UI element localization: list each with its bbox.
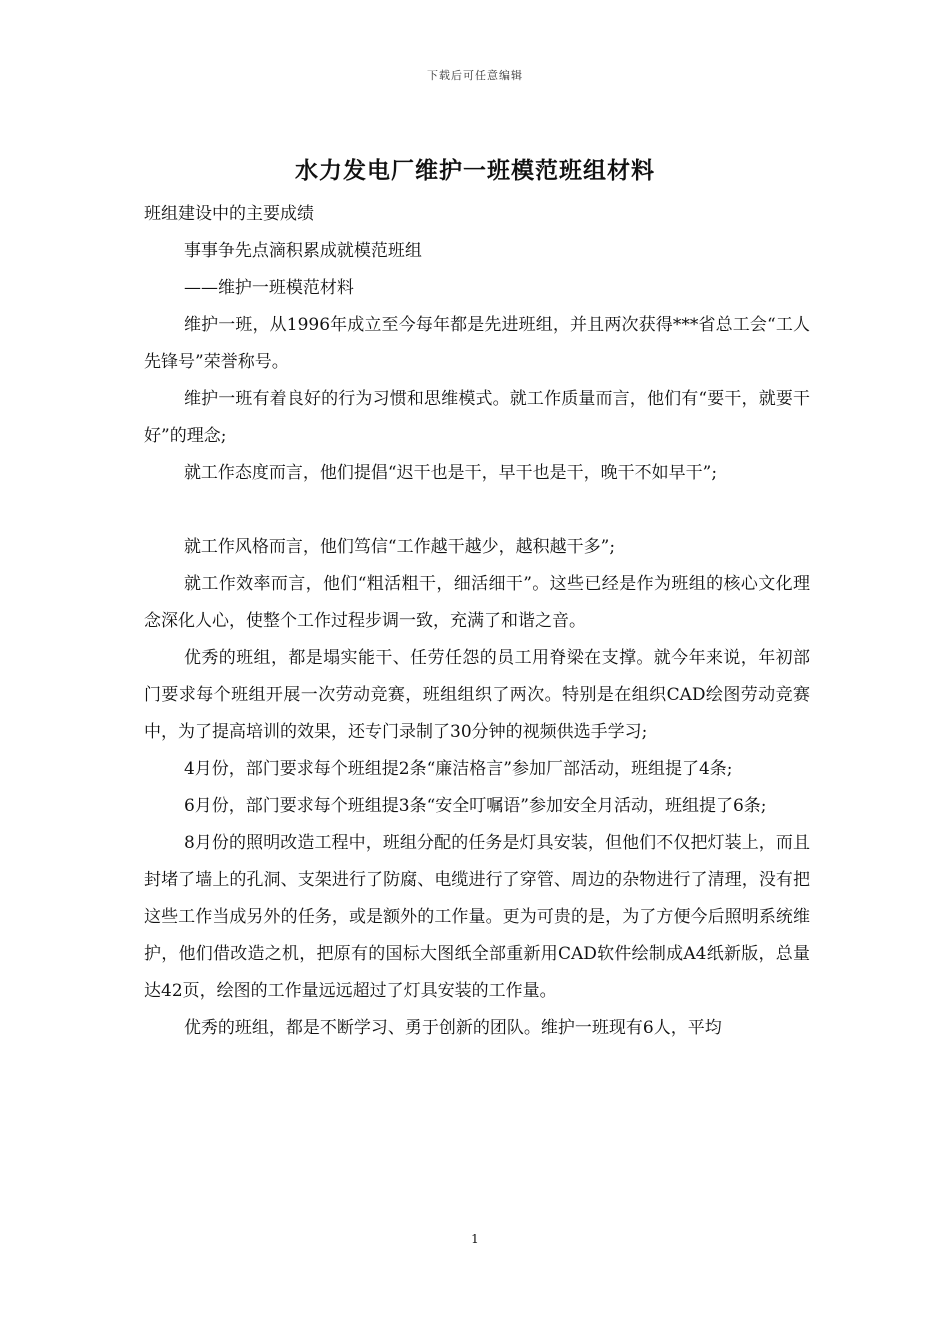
paragraph: 维护一班，从1996年成立至今每年都是先进班组，并且两次获得***省总工会“工人先锋号”荣誉称号。 [144,315,810,372]
paragraph: 优秀的班组，都是不断学习、勇于创新的团队。维护一班现有6人，平均 [183,1018,722,1038]
section-heading: 班组建设中的主要成绩 [144,204,314,224]
paragraph: 就工作风格而言，他们笃信“工作越干越少，越积越干多”; [183,537,616,557]
paragraph: 维护一班有着良好的行为习惯和思维模式。就工作质量而言，他们有“要干，就要干好”的理念; [144,389,810,446]
paragraph: 6月份，部门要求每个班组提3条“安全叮嘱语”参加安全月活动，班组提了6条; [183,796,767,816]
document-title: 水力发电厂维护一班模范班组材料 [295,157,655,184]
paragraph: 8月份的照明改造工程中，班组分配的任务是灯具安装，但他们不仅把灯装上，而且封堵了墙上的孔洞、支架进行了防腐、电缆进行了穿管、周边的杂物进行了清理，没有把这些工作当成另外的任务，或是额外的工作量。更为可贵的是，为了方便今后照明系统维护，他们借改造之机，把原有的国标大图纸全部重新用CAD软件绘制成A4纸新版，总量达42页，绘图的工作量远远超过了灯具安装的工作量。 [144,833,810,1001]
header-note: 下载后可任意编辑 [427,69,523,82]
paragraph: 就工作态度而言，他们提倡“迟干也是干，早干也是干，晚干不如早干”; [183,463,718,483]
paragraph: 优秀的班组，都是塌实能干、任劳任怨的员工用脊梁在支撑。就今年来说，年初部门要求每个班组开展一次劳动竞赛，班组组织了两次。特别是在组织CAD绘图劳动竞赛中，为了提高培训的效果，还专门录制了30分钟的视频供选手学习; [144,648,810,742]
subtitle-dash: ——维护一班模范材料 [183,278,354,298]
subtitle: 事事争先点滴积累成就模范班组 [183,241,422,261]
paragraph: 就工作效率而言，他们“粗活粗干，细活细干”。这些已经是作为班组的核心文化理念深化人心，使整个工作过程步调一致，充满了和谐之音。 [144,574,810,631]
paragraph: 4月份，部门要求每个班组提2条“廉洁格言”参加厂部活动，班组提了4条; [183,759,733,779]
document-body [144,196,810,1047]
page-number: 1 [471,1232,479,1246]
